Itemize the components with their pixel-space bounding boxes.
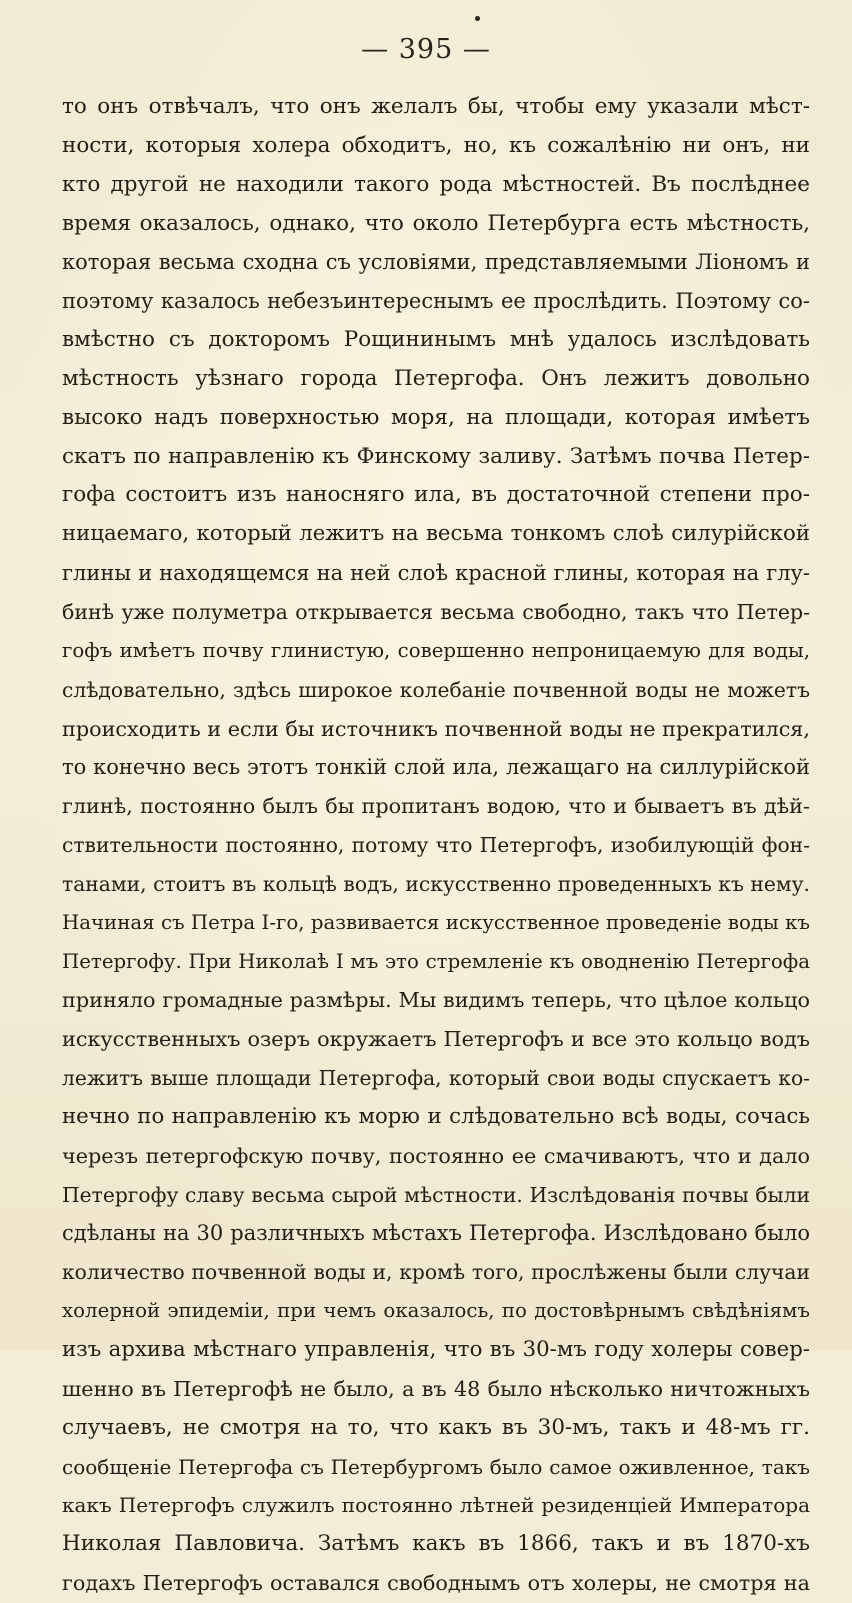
text-line: годахъ Петергофъ оставался свободнымъ отъ холеры, не смотря на — [62, 1571, 810, 1596]
text-line: изъ архива мѣстнаго управленія, что въ 30-мъ году холеры совер- — [62, 1337, 810, 1362]
text-line: Петергофу. При Николаѣ I мъ это стремленіе къ оводненію Петергофа — [62, 949, 810, 973]
text-line: какъ Петергофъ служилъ постоянно лѣтней резиденціей Императора — [62, 1493, 810, 1518]
text-line: время оказалось, однако, что около Петербурга есть мѣстность, — [62, 210, 810, 236]
text-line: происходить и если бы источникъ почвенной воды не прекратился, — [62, 716, 810, 741]
body-text — [62, 88, 810, 1603]
text-line: высоко надъ поверхностью моря, на площади, которая имѣетъ — [62, 404, 810, 430]
text-line: гофа состоитъ изъ наносняго ила, въ достаточной степени про- — [62, 482, 810, 508]
text-line: случаевъ, не смотря на то, что какъ въ 30-мъ, такъ и 48-мъ гг. — [62, 1414, 810, 1440]
text-line: глинѣ, постоянно былъ бы пропитанъ водою, что и бываетъ въ дѣй- — [62, 794, 810, 819]
text-line: лежитъ выше площади Петергофа, который свои воды спускаетъ ко- — [62, 1066, 810, 1091]
text-line: глины и находящемся на ней слоѣ красной глины, которая на глу- — [62, 561, 810, 586]
text-line: которая весьма сходна съ условіями, представляемыми Ліономъ и — [62, 250, 810, 275]
text-line: черезъ петергофскую почву, постоянно ее смачиваютъ, что и дало — [62, 1143, 810, 1168]
ink-speck — [475, 16, 480, 21]
text-line: кто другой не находили такого рода мѣстностей. Въ послѣднее — [62, 171, 810, 197]
text-line: ницаемаго, который лежитъ на весьма тонкомъ слоѣ силурійской — [62, 521, 810, 547]
text-line: то онъ отвѣчалъ, что онъ желалъ бы, чтобы ему указали мѣст- — [62, 94, 810, 119]
text-line: мѣстность уѣзнаго города Петергофа. Онъ лежитъ довольно — [62, 365, 810, 391]
text-line: сообщеніе Петергофа съ Петербургомъ было самое оживленное, такъ — [62, 1454, 810, 1479]
text-line: слѣдовательно, здѣсь широкое колебаніе почвенной воды не можетъ — [62, 677, 810, 702]
text-line: Начиная съ Петра I-го, развивается искусственное проведеніе воды къ — [62, 910, 810, 934]
text-line: нечно по направленію къ морю и слѣдовательно всѣ воды, сочась — [62, 1103, 810, 1129]
text-line: танами, стоитъ въ кольцѣ водъ, искусственно проведенныхъ къ нему. — [62, 871, 810, 896]
text-line: вмѣстно съ докторомъ Рощининымъ мнѣ удалось изслѣдовать — [62, 327, 810, 353]
text-line: приняло громадные размѣры. Мы видимъ теперь, что цѣлое кольцо — [62, 988, 810, 1013]
text-line: поэтому казалось небезъинтереснымъ ее прослѣдить. Поэтому со- — [62, 289, 810, 314]
text-line: количество почвенной воды и, кромѣ того, прослѣжены были случаи — [62, 1260, 810, 1285]
text-line: искусственныхъ озеръ окружаетъ Петергофъ и все это кольцо водъ — [62, 1027, 810, 1052]
text-line: скатъ по направленію къ Финскому заливу. Затѣмъ почва Петер- — [62, 443, 810, 469]
text-line: ствительности постоянно, потому что Петергофъ, изобилующій фон- — [62, 833, 810, 858]
text-line: шенно въ Петергофѣ не было, а въ 48 было нѣсколько ничтожныхъ — [62, 1376, 810, 1401]
text-line: ности, которыя холера обходитъ, но, къ сожалѣнію ни онъ, ни — [62, 132, 810, 158]
text-line: то конечно весь этотъ тонкій слой ила, лежащаго на силлурійской — [62, 755, 810, 780]
text-line: бинѣ уже полуметра открывается весьма свободно, такъ что Петер- — [62, 599, 810, 624]
text-line: Петергофу славу весьма сырой мѣстности. Изслѣдованія почвы были — [62, 1182, 810, 1207]
text-line: холерной эпидеміи, при чемъ оказалось, по достовѣрнымъ свѣдѣніямъ — [62, 1299, 810, 1323]
text-line: сдѣланы на 30 различныхъ мѣстахъ Петергофа. Изслѣдовано было — [62, 1221, 810, 1246]
text-line: гофъ имѣетъ почву глинистую, совершенно непроницаемую для воды, — [62, 638, 810, 662]
page-number: — 395 — — [361, 34, 491, 65]
text-line: Николая Павловича. Затѣмъ какъ въ 1866, такъ и въ 1870-хъ — [62, 1531, 810, 1557]
